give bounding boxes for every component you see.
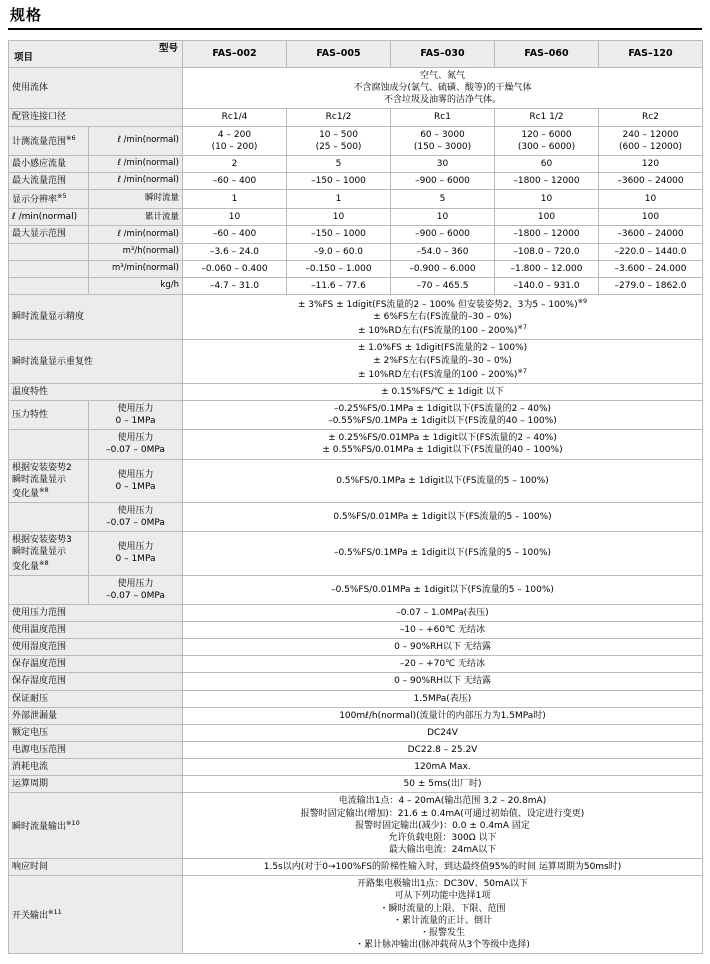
row-value: –3.6 – 24.0 xyxy=(183,243,287,260)
row-unit: 累计流量 xyxy=(89,209,183,226)
row-value: –1.800 – 12.000 xyxy=(495,260,599,277)
table-row xyxy=(9,243,703,260)
table-row xyxy=(9,707,703,724)
table-row xyxy=(9,172,703,189)
row-label: 温度特性 xyxy=(9,383,183,400)
row-value: 0 – 90%RH以下 无结露 xyxy=(183,673,703,690)
table-row xyxy=(9,383,703,400)
row-value: 0.5%FS/0.01MPa ± 1digit以下(FS流量的5 – 100%) xyxy=(183,502,703,531)
row-label: 使用流体 xyxy=(9,68,183,109)
row-value: 10 xyxy=(391,209,495,226)
row-value: 1 xyxy=(183,190,287,209)
row-value: –0.5%FS/0.1MPa ± 1digit以下(FS流量的5 – 100%) xyxy=(183,532,703,575)
row-value: Rc1/2 xyxy=(287,109,391,126)
row-label: 瞬时流量输出$^{※10}$ xyxy=(9,793,183,859)
row-label: 瞬时流量显示精度 xyxy=(9,294,183,339)
row-value: –54.0 – 360 xyxy=(391,243,495,260)
row-value: –1800 – 12000 xyxy=(495,172,599,189)
row-value: –220.0 – 1440.0 xyxy=(599,243,703,260)
table-row xyxy=(9,575,703,604)
row-unit: ℓ /min(normal) xyxy=(89,155,183,172)
row-value: –60 – 400 xyxy=(183,172,287,189)
row-value: –150 – 1000 xyxy=(287,172,391,189)
row-value: ± 1.0%FS ± 1digit(FS流量的2 – 100%) ± 2%FS左右(FS流量的–30 – 0%) ± 10%RD左右(FS流量的100 – 200%)$^{※7}$ xyxy=(183,340,703,383)
row-condition: 使用压力 –0.07 – 0MPa xyxy=(89,502,183,531)
row-value: –20 – +70℃ 无结冰 xyxy=(183,656,703,673)
row-value: 电流输出1点：4 – 20mA(输出范围 3.2 – 20.8mA) 报警时固定输出(增加)：21.6 ± 0.4mA(可通过初始值、设定进行变更) 报警时固定输出(减少)：0.0 ± 0.4mA 固定 允许负载电阻：300Ω 以下 最大输出电流：24mA以下 xyxy=(183,793,703,859)
row-value: 1.5s以内(对于0→100%FS的阶梯性输入时，到达最终值95%的时间 运算周期为50ms时) xyxy=(183,859,703,876)
row-condition: 使用压力 0 – 1MPa xyxy=(89,459,183,502)
row-unit: m³/min(normal) xyxy=(89,260,183,277)
row-value: 120 xyxy=(599,155,703,172)
row-value: –279.0 – 1862.0 xyxy=(599,277,703,294)
table-row xyxy=(9,209,703,226)
row-condition: 使用压力 0 – 1MPa xyxy=(89,532,183,575)
row-value: –0.060 – 0.400 xyxy=(183,260,287,277)
row-value: 30 xyxy=(391,155,495,172)
table-row xyxy=(9,673,703,690)
row-value: DC22.8 – 25.2V xyxy=(183,742,703,759)
row-label xyxy=(9,243,89,260)
table-row xyxy=(9,604,703,621)
row-value: 4 – 200 (10 – 200) xyxy=(183,126,287,155)
row-value: 5 xyxy=(391,190,495,209)
row-value: 120 – 6000 (300 – 6000) xyxy=(495,126,599,155)
row-value: 100 xyxy=(495,209,599,226)
row-value: ± 0.25%FS/0.01MPa ± 1digit以下(FS流量的2 – 40%) ± 0.55%FS/0.01MPa ± 1digit以下(FS流量的40 – 100%) xyxy=(183,430,703,459)
row-label: 最大流量范围 xyxy=(9,172,89,189)
table-row xyxy=(9,68,703,109)
row-label: 保存湿度范围 xyxy=(9,673,183,690)
row-value: 100 xyxy=(599,209,703,226)
row-label: 保证耐压 xyxy=(9,690,183,707)
row-value: –900 – 6000 xyxy=(391,172,495,189)
row-label: 外部泄漏量 xyxy=(9,707,183,724)
table-row xyxy=(9,622,703,639)
table-row xyxy=(9,876,703,954)
header-model-4: FAS–120 xyxy=(599,41,703,68)
row-value: 0.5%FS/0.1MPa ± 1digit以下(FS流量的5 – 100%) xyxy=(183,459,703,502)
table-row xyxy=(9,155,703,172)
row-value: ± 3%FS ± 1digit(FS流量的2 – 100% 但安装姿势2、3为5 – 100%)$^{※9}$ ± 6%FS左右(FS流量的–30 – 0%) ± 10%RD左右(FS流量的100 – 200%)$^{※7}$ xyxy=(183,294,703,339)
table-row xyxy=(9,277,703,294)
row-value: –3600 – 24000 xyxy=(599,172,703,189)
table-row xyxy=(9,793,703,859)
header-model-0: FAS–002 xyxy=(183,41,287,68)
row-value: –70 – 465.5 xyxy=(391,277,495,294)
table-row xyxy=(9,190,703,209)
row-value: –10 – +60℃ 无结冰 xyxy=(183,622,703,639)
table-row xyxy=(9,724,703,741)
row-value: 0 – 90%RH以下 无结露 xyxy=(183,639,703,656)
row-value: 10 xyxy=(599,190,703,209)
table-row xyxy=(9,859,703,876)
row-label: 使用湿度范围 xyxy=(9,639,183,656)
row-label xyxy=(9,502,89,531)
row-value: 5 xyxy=(287,155,391,172)
table-row xyxy=(9,532,703,575)
header-item-model: 型号 项目 xyxy=(9,41,183,68)
row-label xyxy=(9,277,89,294)
row-value: –900 – 6000 xyxy=(391,226,495,243)
table-row xyxy=(9,639,703,656)
row-label: 压力特性 xyxy=(9,400,89,429)
row-label: 根据安装姿势3 瞬时流量显示 变化量$^{※8}$ xyxy=(9,532,89,575)
row-value: –0.150 – 1.000 xyxy=(287,260,391,277)
row-value: –0.5%FS/0.01MPa ± 1digit以下(FS流量的5 – 100%) xyxy=(183,575,703,604)
table-row xyxy=(9,109,703,126)
row-value: –11.6 – 77.6 xyxy=(287,277,391,294)
row-label: 电源电压范围 xyxy=(9,742,183,759)
row-value: Rc1 xyxy=(391,109,495,126)
row-value: 空气、氮气 不含腐蚀成分(氯气、硫磺、酸等)的干燥气体 不含垃圾及油雾的洁净气体。 xyxy=(183,68,703,109)
row-value: 2 xyxy=(183,155,287,172)
row-label xyxy=(9,430,89,459)
page-title: 规格 xyxy=(10,6,43,24)
row-condition: 使用压力 –0.07 – 0MPa xyxy=(89,575,183,604)
row-value: Rc1 1/2 xyxy=(495,109,599,126)
row-value: 10 xyxy=(183,209,287,226)
row-value: DC24V xyxy=(183,724,703,741)
row-value: Rc1/4 xyxy=(183,109,287,126)
row-value: –3600 – 24000 xyxy=(599,226,703,243)
row-label: 瞬时流量显示重复性 xyxy=(9,340,183,383)
row-value: Rc2 xyxy=(599,109,703,126)
row-value: 1 xyxy=(287,190,391,209)
table-row xyxy=(9,260,703,277)
row-label: 额定电压 xyxy=(9,724,183,741)
table-row xyxy=(9,690,703,707)
table-row xyxy=(9,502,703,531)
header-model-1: FAS–005 xyxy=(287,41,391,68)
row-value: 1.5MPa(表压) xyxy=(183,690,703,707)
table-header-row xyxy=(9,41,703,68)
row-label: ℓ /min(normal) xyxy=(9,209,89,226)
row-value: 10 – 500 (25 – 500) xyxy=(287,126,391,155)
row-unit: m³/h(normal) xyxy=(89,243,183,260)
row-label: 使用温度范围 xyxy=(9,622,183,639)
row-condition: 使用压力 0 – 1MPa xyxy=(89,400,183,429)
row-label: 消耗电流 xyxy=(9,759,183,776)
row-value: 开路集电极输出1点：DC30V、50mA以下 可从下列功能中选择1项 ・瞬时流量的上限、下限、范围 ・累计流量的正计、倒计 ・报警发生 ・累计脉冲输出(脉冲载荷从3个等级中选择) xyxy=(183,876,703,954)
table-row xyxy=(9,294,703,339)
table-row xyxy=(9,340,703,383)
table-row xyxy=(9,400,703,429)
table-body xyxy=(9,41,703,954)
row-value: –9.0 – 60.0 xyxy=(287,243,391,260)
row-value: –108.0 – 720.0 xyxy=(495,243,599,260)
row-label: 响应时间 xyxy=(9,859,183,876)
row-value: 50 ± 5ms(出厂时) xyxy=(183,776,703,793)
table-row xyxy=(9,226,703,243)
row-label xyxy=(9,260,89,277)
table-row xyxy=(9,776,703,793)
row-unit: 瞬时流量 xyxy=(89,190,183,209)
row-value: 10 xyxy=(287,209,391,226)
row-unit: ℓ /min(normal) xyxy=(89,126,183,155)
row-label: 运算周期 xyxy=(9,776,183,793)
specification-table xyxy=(8,40,703,954)
table-row xyxy=(9,430,703,459)
row-condition: 使用压力 –0.07 – 0MPa xyxy=(89,430,183,459)
row-label: 使用压力范围 xyxy=(9,604,183,621)
row-label: 开关输出$^{※11}$ xyxy=(9,876,183,954)
row-label: 最大显示范围 xyxy=(9,226,89,243)
table-row xyxy=(9,742,703,759)
row-value: –1800 – 12000 xyxy=(495,226,599,243)
row-label xyxy=(9,575,89,604)
row-value: –3.600 – 24.000 xyxy=(599,260,703,277)
row-value: –0.900 – 6.000 xyxy=(391,260,495,277)
row-label: 计测流量范围$^{※6}$ xyxy=(9,126,89,155)
table-row xyxy=(9,459,703,502)
row-unit: kg/h xyxy=(89,277,183,294)
row-value: 60 – 3000 (150 – 3000) xyxy=(391,126,495,155)
row-value: –60 – 400 xyxy=(183,226,287,243)
row-value: –4.7 – 31.0 xyxy=(183,277,287,294)
row-value: ± 0.15%FS/℃ ± 1digit 以下 xyxy=(183,383,703,400)
table-row xyxy=(9,656,703,673)
row-label: 根据安装姿势2 瞬时流量显示 变化量$^{※8}$ xyxy=(9,459,89,502)
row-value: 60 xyxy=(495,155,599,172)
row-value: 120mA Max. xyxy=(183,759,703,776)
row-label: 显示分辨率$^{※5}$ xyxy=(9,190,89,209)
row-value: 240 – 12000 (600 – 12000) xyxy=(599,126,703,155)
row-unit: ℓ /min(normal) xyxy=(89,172,183,189)
row-label: 保存温度范围 xyxy=(9,656,183,673)
header-model-3: FAS–060 xyxy=(495,41,599,68)
row-label: 配管连接口径 xyxy=(9,109,183,126)
header-model-2: FAS–030 xyxy=(391,41,495,68)
row-label: 最小感应流量 xyxy=(9,155,89,172)
row-value: 100mℓ/h(normal)(流量计的内部压力为1.5MPa时) xyxy=(183,707,703,724)
row-value: –0.07 – 1.0MPa(表压) xyxy=(183,604,703,621)
row-value: –150 – 1000 xyxy=(287,226,391,243)
title-divider xyxy=(8,28,702,30)
table-row xyxy=(9,126,703,155)
table-row xyxy=(9,759,703,776)
row-value: –140.0 – 931.0 xyxy=(495,277,599,294)
row-unit: ℓ /min(normal) xyxy=(89,226,183,243)
row-value: –0.25%FS/0.1MPa ± 1digit以下(FS流量的2 – 40%) –0.55%FS/0.1MPa ± 1digit以下(FS流量的40 – 100%) xyxy=(183,400,703,429)
row-value: 10 xyxy=(495,190,599,209)
